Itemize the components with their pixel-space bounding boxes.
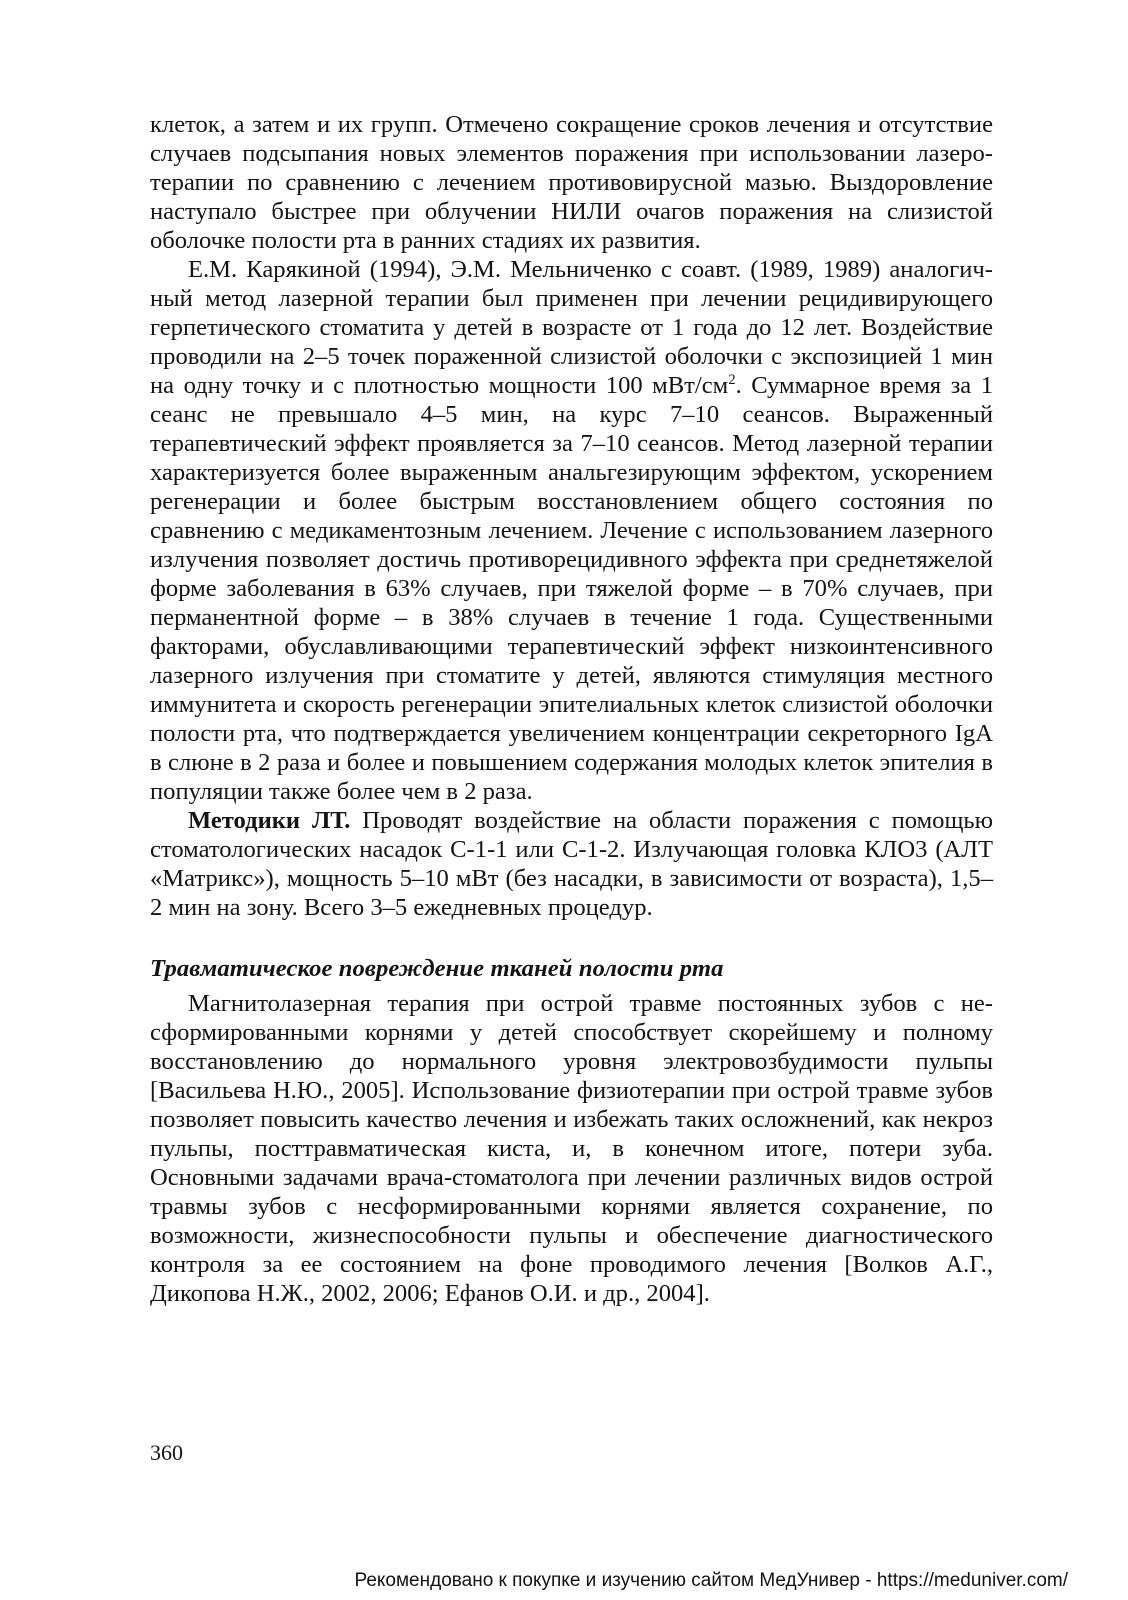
methods-run-in-heading: Методики ЛТ. bbox=[188, 807, 351, 834]
footer-recommendation: Рекомендовано к покупке и изучению сайтом МедУнивер - https://meduniver.com/ bbox=[354, 1570, 1068, 1591]
paragraph-continuation: клеток, а затем и их групп. Отмечено сокращение сроков лечения и отсутствие случаев подсыпания новых элементов поражения при использовании лазеротерапии по сравнению с лечением противовирусной мазью. Выздоровление наступало быстрее при облучении НИЛИ очагов поражения на слизистой оболочке полости рта в ранних стадиях их развития. bbox=[150, 111, 993, 254]
superscript-2: 2 bbox=[728, 371, 736, 388]
paragraph-methods bbox=[150, 806, 993, 922]
paragraph-trauma: Магнитолазерная терапия при острой травме постоянных зубов с несформированными корнями у детей способствует скорейшему и полному восстановлению до нормального уровня электровозбудимости пульпы [Васильева Н.Ю., 2005]. Использование физиотерапии при острой травме зубов позволяет повысить качество лечения и избежать таких осложнений, как некроз пульпы, посттравматическая киста, и, в конечном итоге, потери зуба. Основными задачами врача-стоматолога при лечении различных видов острой травмы зубов с несформированными корнями является сохранение, по возможности, жизнеспособности пульпы и обеспечение диагностического контроля за ее состоянием на фоне проводимого лечения [Волков А.Г., Дикопова Н.Ж., 2002, 2006; Ефанов О.И. и др., 2004]. bbox=[150, 990, 993, 1307]
paragraph-karyakina bbox=[150, 255, 993, 806]
section-heading: Травматическое повреждение тканей полости рта bbox=[150, 955, 724, 982]
paragraph-karyakina-part-1: Е.М. Карякиной (1994), Э.М. Мельниченко с соавт. (1989, 1989) аналогичный метод лазерной терапии был применен при лечении рецидивирующего герпетического стоматита у детей в возрасте от 1 года до 12 лет. Воздействие проводили на 2–5 точек пораженной слизистой оболочки с экспозицией 1 мин на одну точку и с плотностью мощности 100 мВт/см bbox=[150, 256, 993, 399]
page-number: 360 bbox=[150, 1440, 183, 1465]
page-body bbox=[150, 110, 993, 1308]
paragraph-karyakina-part-2: . Суммарное время за 1 сеанс не превышало 4–5 мин, на курс 7–10 сеансов. Выраженный терапевтический эффект проявляется за 7–10 сеансов. Метод лазерной терапии характеризуется более выраженным анальгезирующим эффектом, ускорением регенерации и более быстрым восстановлением общего состояния по сравнению с медикаментозным лечением. Лечение с использованием лазерного излучения позволяет достичь противорецидивного эффекта при среднетяжелой форме заболевания в 63% случаев, при тяжелой форме – в 70% случаев, при перманентной форме – в 38% случаев в течение 1 года. Существенными факторами, обуславливающими терапевтический эффект низкоинтенсивного лазерного излучения при стоматите у детей, являются стимуляция местного иммунитета и скорость регенерации эпителиальных клеток слизистой оболочки полости рта, что подтверждается увеличением концентрации секреторного IgA в слюне в 2 раза и более и повышением содержания молодых клеток эпителия в популяции также более чем в 2 раза. bbox=[150, 372, 994, 805]
methods-text: Проводят воздействие на области поражения с помощью стоматологических насадок С-1-1 или С-1-2. Излучающая головка КЛО3 (АЛТ «Матрикс»), мощность 5–10 мВт (без насадки, в зависимости от возраста), 1,5–2 мин на зону. Всего 3–5 ежедневных процедур. bbox=[150, 807, 993, 921]
